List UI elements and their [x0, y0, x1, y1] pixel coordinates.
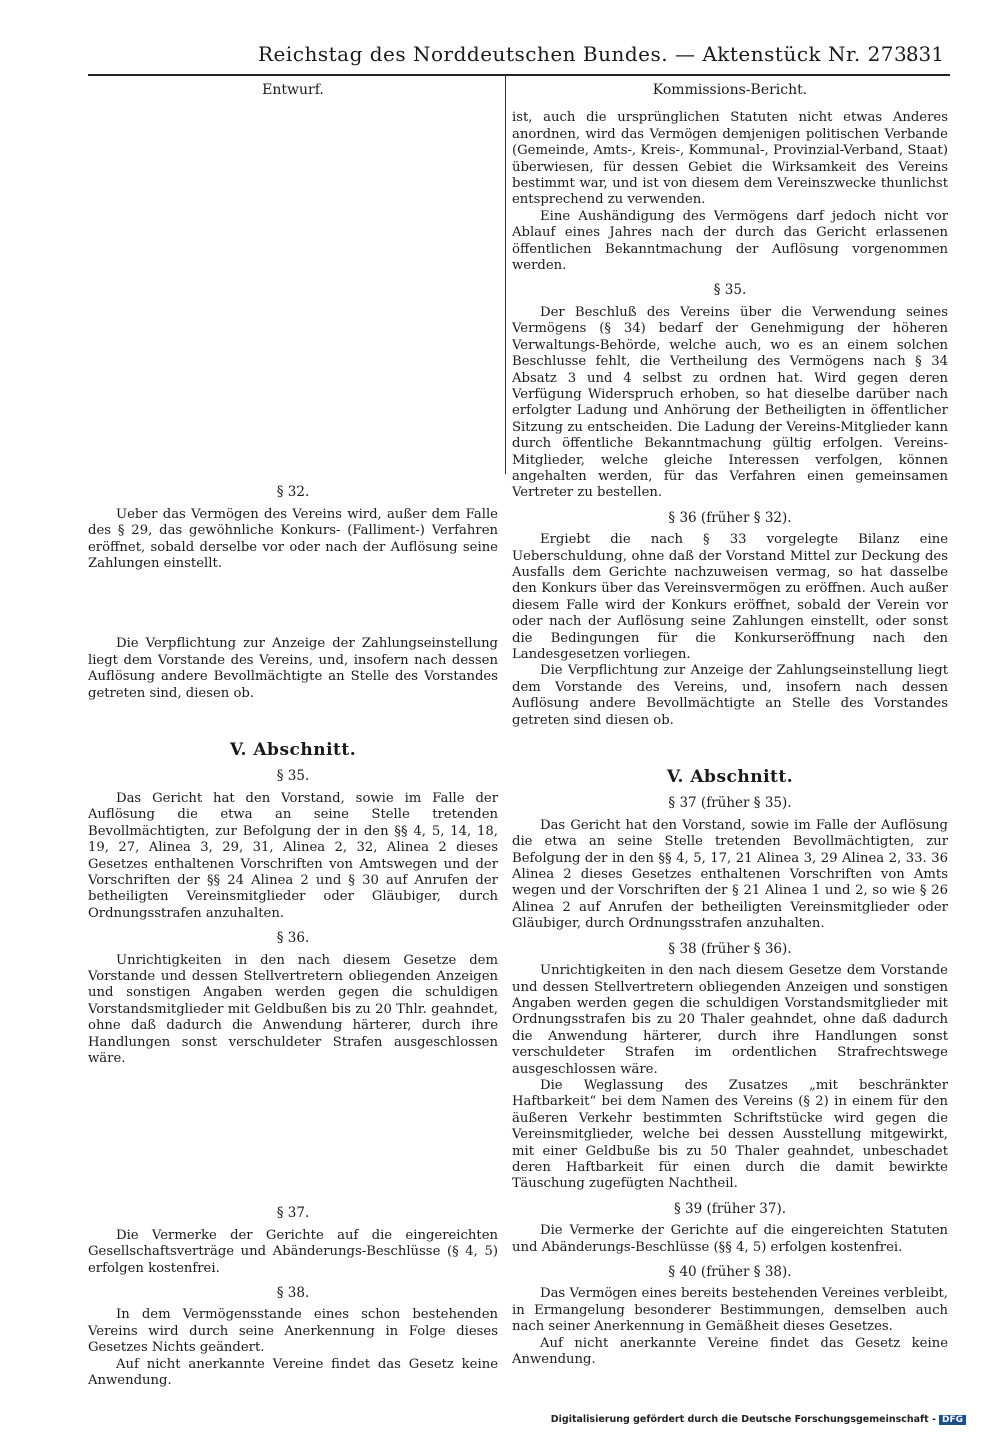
paragraph: Die Weglassung des Zusatzes „mit beschränkter Haftbarkeit“ bei dem Namen des Vereins (§ 2) in einem für den äußeren Verkehr bestimmten Schriftstücke wird gegen die Vereinsmitglieder, welche bei dessen Ausstellung mitgewirkt, mit einer Geldbuße bis zu 50 Thaler geahndet, unbeschadet deren Haftbarkeit für einen durch die damit bewirkte Täuschung zugefügten Nachtheil.: [512, 1077, 948, 1192]
paragraph: Die Vermerke der Gerichte auf die eingereichten Gesellschaftsverträge und Abänderungs-Beschlüsse (§ 4, 5) erfolgen kostenfrei.: [88, 1227, 498, 1276]
section-title: § 32.: [276, 484, 310, 501]
credit-text: Digitalisierung gefördert durch die Deutsche Forschungsgemeinschaft -: [550, 1414, 936, 1425]
blank-space: [512, 729, 948, 769]
section-title: § 37.: [276, 1205, 310, 1222]
blank-space: [88, 110, 498, 476]
paragraph: Die Verpflichtung zur Anzeige der Zahlungseinstellung liegt dem Vorstande des Vereins, und, insofern nach dessen Auflösung andere Bevollmächtigte an Stelle des Vorstandes getreten sind diesen ob.: [512, 663, 948, 728]
paragraph: Auf nicht anerkannte Vereine findet das Gesetz keine Anwendung.: [88, 1356, 498, 1389]
paragraph: Die Verpflichtung zur Anzeige der Zahlungseinstellung liegt dem Vorstande des Vereins, und, insofern nach dessen Auflösung andere Bevollmächtigte an Stelle des Vorstandes getreten sind, diesen ob.: [88, 636, 498, 701]
section-title: § 38.: [276, 1285, 310, 1301]
section-title: § 38 (früher § 36).: [668, 940, 792, 957]
section-title: § 35.: [713, 282, 747, 299]
right-column-kommissionsbericht: [512, 76, 948, 1368]
right-column-heading: Kommissions-Bericht.: [652, 82, 808, 98]
paragraph: Das Vermögen eines bereits bestehenden Vereines verbleibt, in Ermangelung besonderer Bestimmungen, demselben auch nach seiner Anerkennung in Gemäßheit dieses Gesetzes.: [512, 1286, 948, 1335]
paragraph: Die Vermerke der Gerichte auf die eingereichten Statuten und Abänderungs-Beschlüsse (§§ 4, 5) erfolgen kostenfrei.: [512, 1223, 948, 1255]
blank-space: [88, 1067, 498, 1197]
paragraph: Unrichtigkeiten in den nach diesem Gesetze dem Vorstande und dessen Stellvertretern obliegenden Anzeigen und sonstigen Angaben werden gegen die schuldigen Vorstandsmitglieder mit Geldbußen bis zu 20 Thlr. geahndet, ohne daß dadurch die Anwendung härterer, durch ihre Handlungen sonst verschuldeter Strafen ausgeschlossen wäre.: [88, 952, 498, 1066]
chapter-heading: V. Abschnitt.: [229, 740, 357, 761]
blank-space: [88, 572, 498, 636]
digitization-credit: [551, 1414, 966, 1425]
paragraph: Unrichtigkeiten in den nach diesem Gesetze dem Vorstande und dessen Stellvertretern obliegenden Anzeigen und sonstigen Angaben werden gegen die schuldigen Vorstandsmitglieder mit Ordnungsstrafen bis zu 20 Thaler geahndet, ohne daß dadurch die Anwendung härterer, durch ihre Handlungen sonst verschuldeter Strafen im ordentlichen Strafrechtswege ausgeschlossen wäre.: [512, 963, 948, 1077]
paragraph: Auf nicht anerkannte Vereine findet das Gesetz keine Anwendung.: [512, 1335, 948, 1368]
section-title: § 36.: [276, 930, 310, 947]
paragraph: ist, auch die ursprünglichen Statuten nicht etwas Anderes anordnen, wird das Vermögen demjenigen politischen Verbande (Gemeinde, Amts-, Kreis-, Kommunal-, Provinzial-Verband, Staat) überwiesen, für dessen Gebiet die Wirksamkeit des Vereins bestimmt war, und ist von diesem dem Vereinszwecke thunlichst entsprechend zu verwenden.: [512, 110, 948, 208]
paragraph: Eine Aushändigung des Vermögens darf jedoch nicht vor Ablauf eines Jahres nach der durch das Gericht erlassenen öffentlichen Bekanntmachung der Auflösung vorgenommen werden.: [512, 208, 948, 274]
chapter-heading: V. Abschnitt.: [666, 767, 794, 788]
paragraph: Das Gericht hat den Vorstand, sowie im Falle der Auflösung die etwa an seine Stelle tretenden Bevollmächtigten, zur Befolgung der in den §§ 4, 5, 14, 18, 19, 27, Alinea 3, 29, 31, Alinea 2, 32, Alinea 2 dieses Gesetzes enthaltenen Vorschriften von Amtswegen und der Vorschriften der §§ 24 Alinea 2 und § 30 auf Anrufen der betheiligten Vereinsmitglieder oder Gläubiger, durch Ordnungsstrafen anzuhalten.: [88, 790, 498, 921]
paragraph: Ergiebt die nach § 33 vorgelegte Bilanz eine Ueberschuldung, ohne daß der Vorstand Mittel zur Deckung des Ausfalls dem Gerichte nachzuweisen vermag, so hat dasselbe den Konkurs über das Vereinsvermögen zu eröffnen. Auch außer diesem Falle wird der Konkurs eröffnet, sobald der Verein vor oder nach der Auflösung seine Zahlungen einstellt, oder sonst die Bedingungen für die Konkurseröffnung nach den Landesgesetzen vorliegen.: [512, 532, 948, 662]
paragraph: Ueber das Vermögen des Vereins wird, außer dem Falle des § 29, das gewöhnliche Konkurs- (Falliment-) Verfahren eröffnet, sobald derselbe vor oder nach der Auflösung seine Zahlungen einstellt.: [88, 506, 498, 572]
running-title: Reichstag des Norddeutschen Bundes. — Aktenstück Nr. 273.: [258, 42, 915, 66]
section-title: § 36 (früher § 32).: [668, 509, 792, 526]
page-header: [88, 40, 950, 76]
paragraph: Der Beschluß des Vereins über die Verwendung seines Vermögens (§ 34) bedarf der Genehmigung der höheren Verwaltungs-Behörde, welche auch, wo es an einem solchen Beschlusse fehlt, die Vertheilung des Vermögens nach § 34 Absatz 3 und 4 selbst zu ordnen hat. Wird gegen deren Verfügung Widerspruch erhoben, so hat dieselbe darüber nach erfolgter Ladung und Anhörung der Betheiligten in öffentlicher Sitzung zu entscheiden. Die Ladung der Vereins-Mitglieder kann durch öffentliche Bekanntmachung gültig erfolgen. Vereins-Mitglieder, welche gleiche Interessen verfolgen, können angehalten werden, für das Verfahren einen gemeinsamen Vertreter zu bestellen.: [512, 304, 948, 501]
section-title: § 37 (früher § 35).: [668, 795, 792, 812]
section-title: § 35.: [276, 768, 310, 785]
blank-space: [88, 702, 498, 742]
left-column-heading: Entwurf.: [262, 82, 324, 98]
dfg-logo: DFG: [939, 1415, 966, 1425]
section-title: § 39 (früher 37).: [673, 1200, 787, 1217]
section-title: § 40 (früher § 38).: [668, 1264, 792, 1280]
left-column-entwurf: [88, 76, 498, 1389]
column-divider: [505, 74, 506, 474]
page-number: 831: [905, 42, 944, 66]
paragraph: Das Gericht hat den Vorstand, sowie im Falle der Auflösung die etwa an seine Stelle tretenden Bevollmächtigten, zur Befolgung der in den §§ 4, 5, 17, 21 Alinea 3, 29 Alinea 2, 33. 36 Alinea 2 dieses Gesetzes enthaltenen Vorschriften von Amts wegen und der Vorschriften der § 21 Alinea 1 und 2, so wie § 26 Alinea 2 auf Anrufen der betheiligten Vereinsmitglieder oder Gläubiger, durch Ordnungsstrafen anzuhalten.: [512, 817, 948, 932]
paragraph: In dem Vermögensstande eines schon bestehenden Vereins wird durch seine Anerkennung in Folge dieses Gesetzes Nichts geändert.: [88, 1307, 498, 1356]
